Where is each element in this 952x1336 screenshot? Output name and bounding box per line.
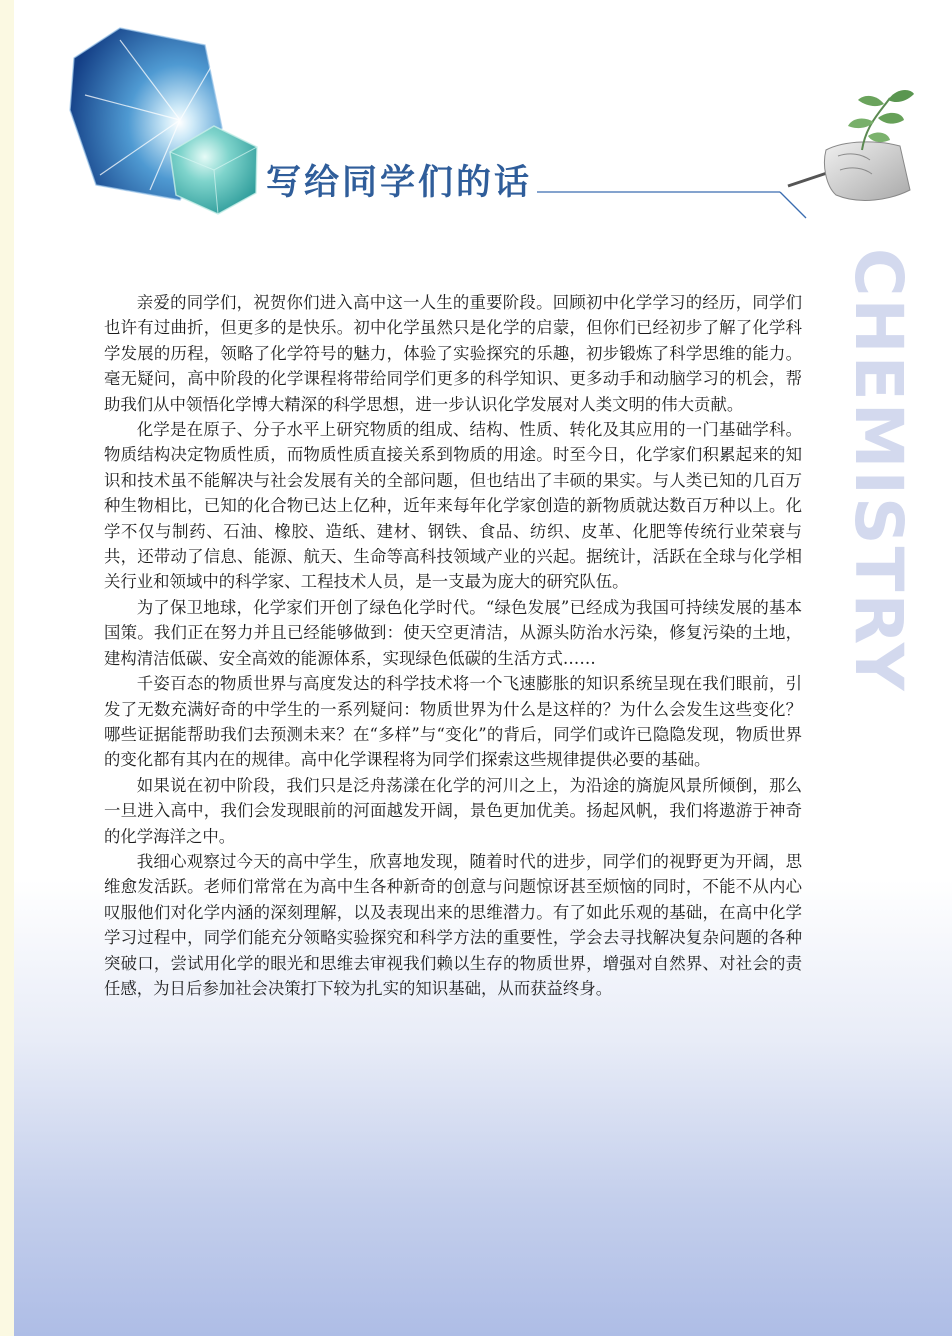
paragraph: 如果说在初中阶段，我们只是泛舟荡漾在化学的河川之上，为沿途的旖旎风景所倾倒，那么一旦进入高中，我们会发现眼前的河面越发开阔，景色更加优美。扬起风帆，我们将遨游于神奇的化学海洋之中。 bbox=[104, 775, 802, 846]
hand-with-pen-graphic bbox=[788, 90, 914, 200]
paragraph: 亲爱的同学们，祝贺你们进入高中这一人生的重要阶段。回顾初中化学学习的经历，同学们也许有过曲折，但更多的是快乐。初中化学虽然只是化学的启蒙，但你们已经初步了解了化学科学发展的历程，领略了化学符号的魅力，体验了实验探究的乐趣，初步锻炼了科学思维的能力。毫无疑问，高中阶段的化学课程将带给同学们更多的科学知识、更多动手和动脑学习的机会，帮助我们从中领悟化学博大精深的科学思想，进一步认识化学发展对人类文明的伟大贡献。 bbox=[104, 293, 802, 414]
paragraph: 为了保卫地球，化学家们开创了绿色化学时代。“绿色发展”已经成为我国可持续发展的基本国策。我们正在努力并且已经能够做到：使天空更清洁，从源头防治水污染，修复污染的土地，建构清洁低碳、安全高效的能源体系，实现绿色低碳的生活方式…… bbox=[104, 597, 802, 668]
paragraph: 我细心观察过今天的高中学生，欣喜地发现，随着时代的进步，同学们的视野更为开阔，思维愈发活跃。老师们常常在为高中生各种新奇的创意与问题惊讶甚至烦恼的同时，不能不从内心叹服他们对化学内涵的深刻理解，以及表现出来的思维潜力。有了如此乐观的基础，在高中化学学习过程中，同学们能充分领略实验探究和科学方法的重要性，学会去寻找解决复杂问题的各种突破口，尝试用化学的眼光和思维去审视我们赖以生存的物质世界，增强对自然界、对社会的责任感，为日后参加社会决策打下较为扎实的知识基础，从而获益终身。 bbox=[104, 851, 802, 998]
header-decoration bbox=[0, 0, 952, 300]
chemistry-side-word: CHEMISTRY bbox=[840, 248, 917, 693]
letter-body bbox=[104, 290, 802, 1001]
title-rule-line bbox=[537, 192, 806, 218]
paragraph: 化学是在原子、分子水平上研究物质的组成、结构、性质、转化及其应用的一门基础学科。物质结构决定物质性质，而物质性质直接关系到物质的用途。时至今日，化学家们积累起来的知识和技术虽不能解决与社会发展有关的全部问题，但也结出了丰硕的果实。与人类已知的几百万种生物相比，已知的化合物已达上亿种，近年来每年化学家创造的新物质就达数百万种以上。化学不仅与制药、石油、橡胶、造纸、建材、钢铁、食品、纺织、皮革、化肥等传统行业荣衰与共，还带动了信息、能源、航天、生命等高科技领域产业的兴起。据统计，活跃在全球与化学相关行业和领域中的科学家、工程技术人员，是一支最为庞大的研究队伍。 bbox=[104, 420, 802, 592]
paragraph: 千姿百态的物质世界与高度发达的科学技术将一个飞速膨胀的知识系统呈现在我们眼前，引发了无数充满好奇的中学生的一系列疑问：物质世界为什么是这样的？为什么会发生这些变化？哪些证据能帮助我们去预测未来？在“多样”与“变化”的背后，同学们或许已隐隐发现，物质世界的变化都有其内在的规律。高中化学课程将为同学们探索这些规律提供必要的基础。 bbox=[104, 674, 802, 770]
page-title: 写给同学们的话 bbox=[266, 163, 533, 203]
